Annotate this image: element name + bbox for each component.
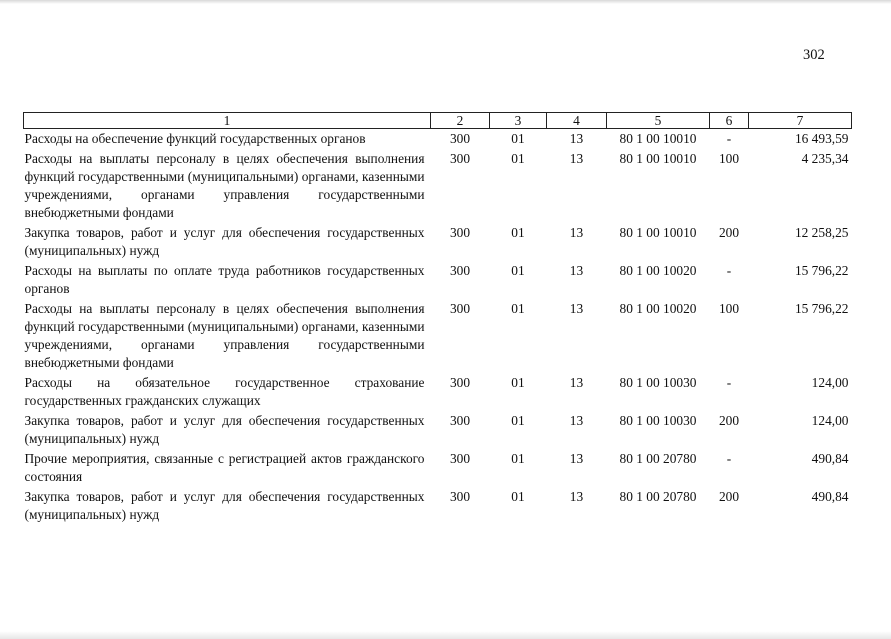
code-target-item: 80 1 00 10020	[619, 301, 697, 316]
code-expense-type: 100	[718, 151, 740, 166]
expense-description: Расходы на обеспечение функций государственных органов	[24, 131, 366, 146]
code-expense-type: -	[726, 263, 732, 278]
code-subsection: 13	[569, 151, 584, 166]
expense-description: Расходы на выплаты персоналу в целях обеспечения выполнения функций государственными (муниципальными) органами, казенными учреждениями, органами управления государственными внебюджетными фондами	[24, 151, 425, 220]
column-header: 3	[490, 113, 547, 129]
code-expense-type: 200	[718, 489, 740, 504]
code-target-item: 80 1 00 20780	[619, 489, 697, 504]
code-ministry: 300	[449, 489, 471, 504]
amount: 490,84	[811, 451, 849, 466]
code-subsection: 13	[569, 263, 584, 278]
column-header: 7	[749, 113, 852, 129]
code-expense-type: -	[726, 451, 732, 466]
header-row	[24, 113, 852, 129]
code-subsection: 13	[569, 225, 584, 240]
code-ministry: 300	[449, 131, 471, 146]
code-ministry: 300	[449, 225, 471, 240]
amount: 12 258,25	[794, 225, 849, 240]
code-ministry: 300	[449, 151, 471, 166]
code-section: 01	[511, 225, 525, 240]
code-ministry: 300	[449, 413, 471, 428]
code-ministry: 300	[449, 375, 471, 390]
code-target-item: 80 1 00 10010	[619, 131, 697, 146]
code-target-item: 80 1 00 10030	[619, 375, 697, 390]
amount: 124,00	[811, 375, 849, 390]
column-header: 4	[547, 113, 607, 129]
expense-description: Закупка товаров, работ и услуг для обеспечения государственных (муниципальных) нужд	[24, 413, 425, 446]
table-row	[24, 411, 852, 449]
code-expense-type: -	[726, 131, 732, 146]
code-expense-type: -	[726, 375, 732, 390]
code-expense-type: 200	[718, 413, 740, 428]
table-row	[24, 373, 852, 411]
code-target-item: 80 1 00 10030	[619, 413, 697, 428]
code-subsection: 13	[569, 301, 584, 316]
code-section: 01	[511, 451, 525, 466]
table-row	[24, 487, 852, 525]
code-target-item: 80 1 00 10020	[619, 263, 697, 278]
budget-table	[23, 112, 852, 525]
code-target-item: 80 1 00 10010	[619, 151, 697, 166]
scan-edge-bottom	[0, 631, 891, 639]
column-header: 5	[607, 113, 710, 129]
expense-description: Прочие мероприятия, связанные с регистрацией актов гражданского состояния	[24, 451, 425, 484]
expense-description: Расходы на выплаты персоналу в целях обеспечения выполнения функций государственными (муниципальными) органами, казенными учреждениями, органами управления государственными внебюджетными фондами	[24, 301, 425, 370]
amount: 124,00	[811, 413, 849, 428]
code-section: 01	[511, 151, 525, 166]
amount: 15 796,22	[794, 263, 849, 278]
expense-description: Закупка товаров, работ и услуг для обеспечения государственных (муниципальных) нужд	[24, 489, 425, 522]
code-subsection: 13	[569, 489, 584, 504]
code-section: 01	[511, 263, 525, 278]
amount: 16 493,59	[794, 131, 849, 146]
page-number: 302	[803, 47, 825, 63]
table-row	[24, 449, 852, 487]
code-subsection: 13	[569, 451, 584, 466]
column-header: 1	[24, 113, 431, 129]
expense-description: Закупка товаров, работ и услуг для обеспечения государственных (муниципальных) нужд	[24, 225, 425, 258]
code-ministry: 300	[449, 451, 471, 466]
table-row	[24, 261, 852, 299]
code-target-item: 80 1 00 20780	[619, 451, 697, 466]
code-subsection: 13	[569, 413, 584, 428]
code-ministry: 300	[449, 263, 471, 278]
amount: 4 235,34	[801, 151, 849, 166]
code-target-item: 80 1 00 10010	[619, 225, 697, 240]
code-section: 01	[511, 301, 525, 316]
code-expense-type: 200	[718, 225, 740, 240]
code-section: 01	[511, 375, 525, 390]
code-section: 01	[511, 413, 525, 428]
table-row	[24, 299, 852, 373]
table-row	[24, 223, 852, 261]
code-subsection: 13	[569, 131, 584, 146]
column-header: 2	[431, 113, 490, 129]
code-ministry: 300	[449, 301, 471, 316]
column-header: 6	[710, 113, 749, 129]
code-section: 01	[511, 131, 525, 146]
table-row	[24, 129, 852, 150]
amount: 490,84	[811, 489, 849, 504]
code-expense-type: 100	[718, 301, 740, 316]
expense-description: Расходы на выплаты по оплате труда работников государственных органов	[24, 263, 425, 296]
amount: 15 796,22	[794, 301, 849, 316]
scan-edge-top	[0, 0, 891, 4]
code-subsection: 13	[569, 375, 584, 390]
code-section: 01	[511, 489, 525, 504]
table-row	[24, 149, 852, 223]
expense-description: Расходы на обязательное государственное страхование государственных гражданских служащих	[24, 375, 425, 408]
